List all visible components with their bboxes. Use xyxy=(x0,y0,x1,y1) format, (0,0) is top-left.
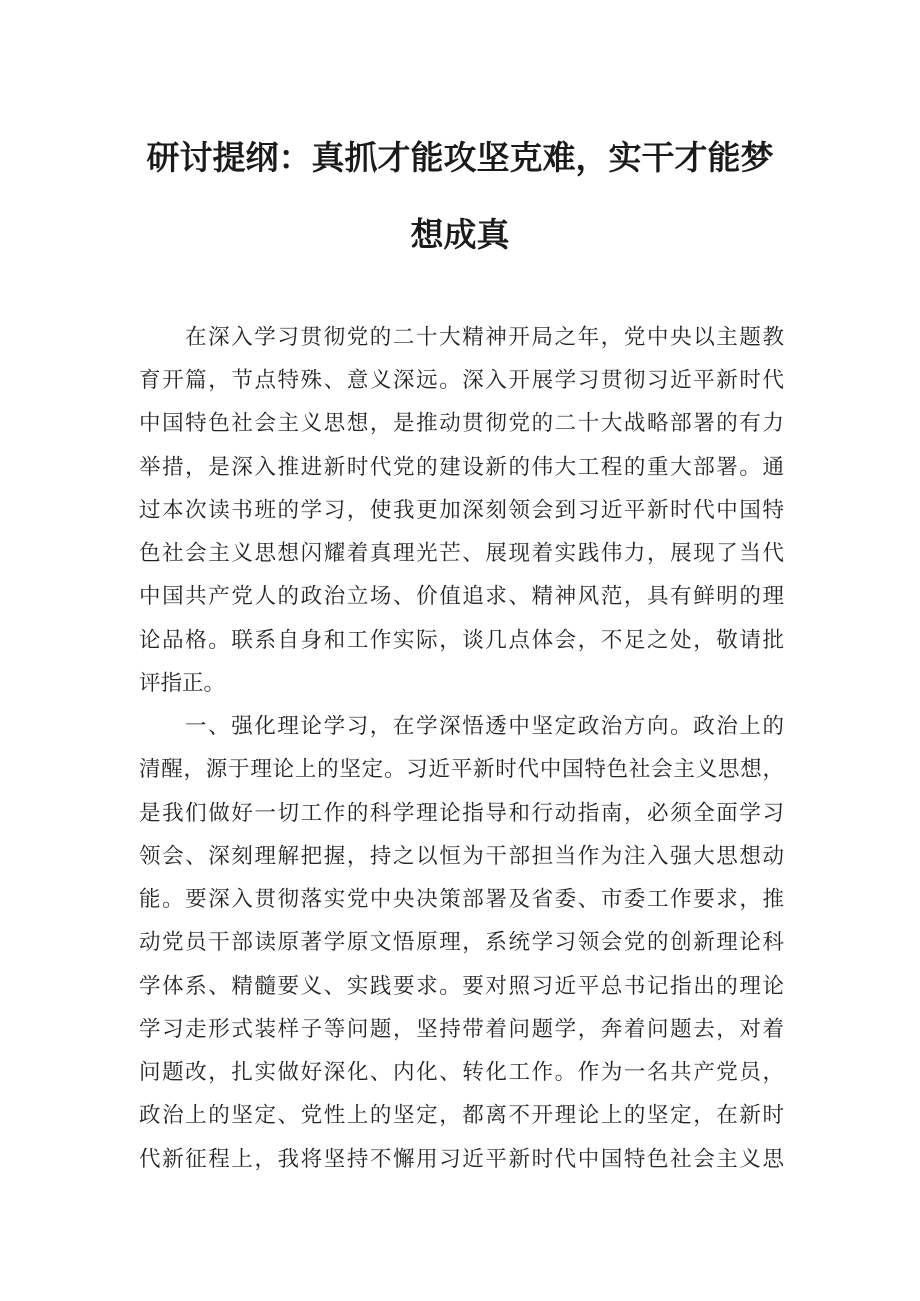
paragraph-1-line-9: 评指正。 xyxy=(139,671,226,696)
paragraph-2-line-10: 政治上的坚定、党性上的坚定，都离不开理论上的坚定，在新时 xyxy=(139,1103,784,1128)
paragraph-2-line-3: 是我们做好一切工作的科学理论指导和行动指南，必须全面学习 xyxy=(139,801,784,826)
paragraph-1-line-1: 在深入学习贯彻党的二十大精神开局之年，党中央以主题教 xyxy=(185,325,784,350)
paragraph-2-line-11: 代新征程上，我将坚持不懈用习近平新时代中国特色社会主义思 xyxy=(139,1147,784,1172)
paragraph-1-line-7: 中国共产党人的政治立场、价值追求、精神风范，具有鲜明的理 xyxy=(139,584,784,609)
paragraph-1-line-2: 育开篇，节点特殊、意义深远。深入开展学习贯彻习近平新时代 xyxy=(139,368,784,393)
paragraph-1-line-6: 色社会主义思想闪耀着真理光芒、展现着实践伟力，展现了当代 xyxy=(139,541,784,566)
paragraph-2-line-1: 一、强化理论学习，在学深悟透中坚定政治方向。政治上的 xyxy=(185,714,784,739)
paragraph-2-line-7: 学体系、精髓要义、实践要求。要对照习近平总书记指出的理论 xyxy=(139,974,784,999)
paragraph-2-line-2: 清醒，源于理论上的坚定。习近平新时代中国特色社会主义思想， xyxy=(139,757,784,782)
paragraph-2-line-8: 学习走形式装样子等问题，坚持带着问题学，奔着问题去，对着 xyxy=(139,1017,784,1042)
paragraph-1-line-5: 过本次读书班的学习，使我更加深刻领会到习近平新时代中国特 xyxy=(139,498,784,523)
document-title-line-1: 研讨提纲：真抓才能攻坚克难，实干才能梦 xyxy=(146,138,774,177)
document-title-line-2: 想成真 xyxy=(410,215,510,254)
paragraph-2-line-4: 领会、深刻理解把握，持之以恒为干部担当作为注入强大思想动 xyxy=(139,844,784,869)
paragraph-2-line-5: 能。要深入贯彻落实党中央决策部署及省委、市委工作要求，推 xyxy=(139,887,784,912)
paragraph-2-line-6: 动党员干部读原著学原文悟原理，系统学习领会党的创新理论科 xyxy=(139,930,784,955)
paragraph-2-line-9: 问题改，扎实做好深化、内化、转化工作。作为一名共产党员， xyxy=(139,1060,784,1085)
paragraph-1-line-4: 举措，是深入推进新时代党的建设新的伟大工程的重大部署。通 xyxy=(139,455,784,480)
paragraph-1-line-8: 论品格。联系自身和工作实际，谈几点体会，不足之处，敬请批 xyxy=(139,628,784,653)
paragraph-1-line-3: 中国特色社会主义思想，是推动贯彻党的二十大战略部署的有力 xyxy=(139,411,784,436)
